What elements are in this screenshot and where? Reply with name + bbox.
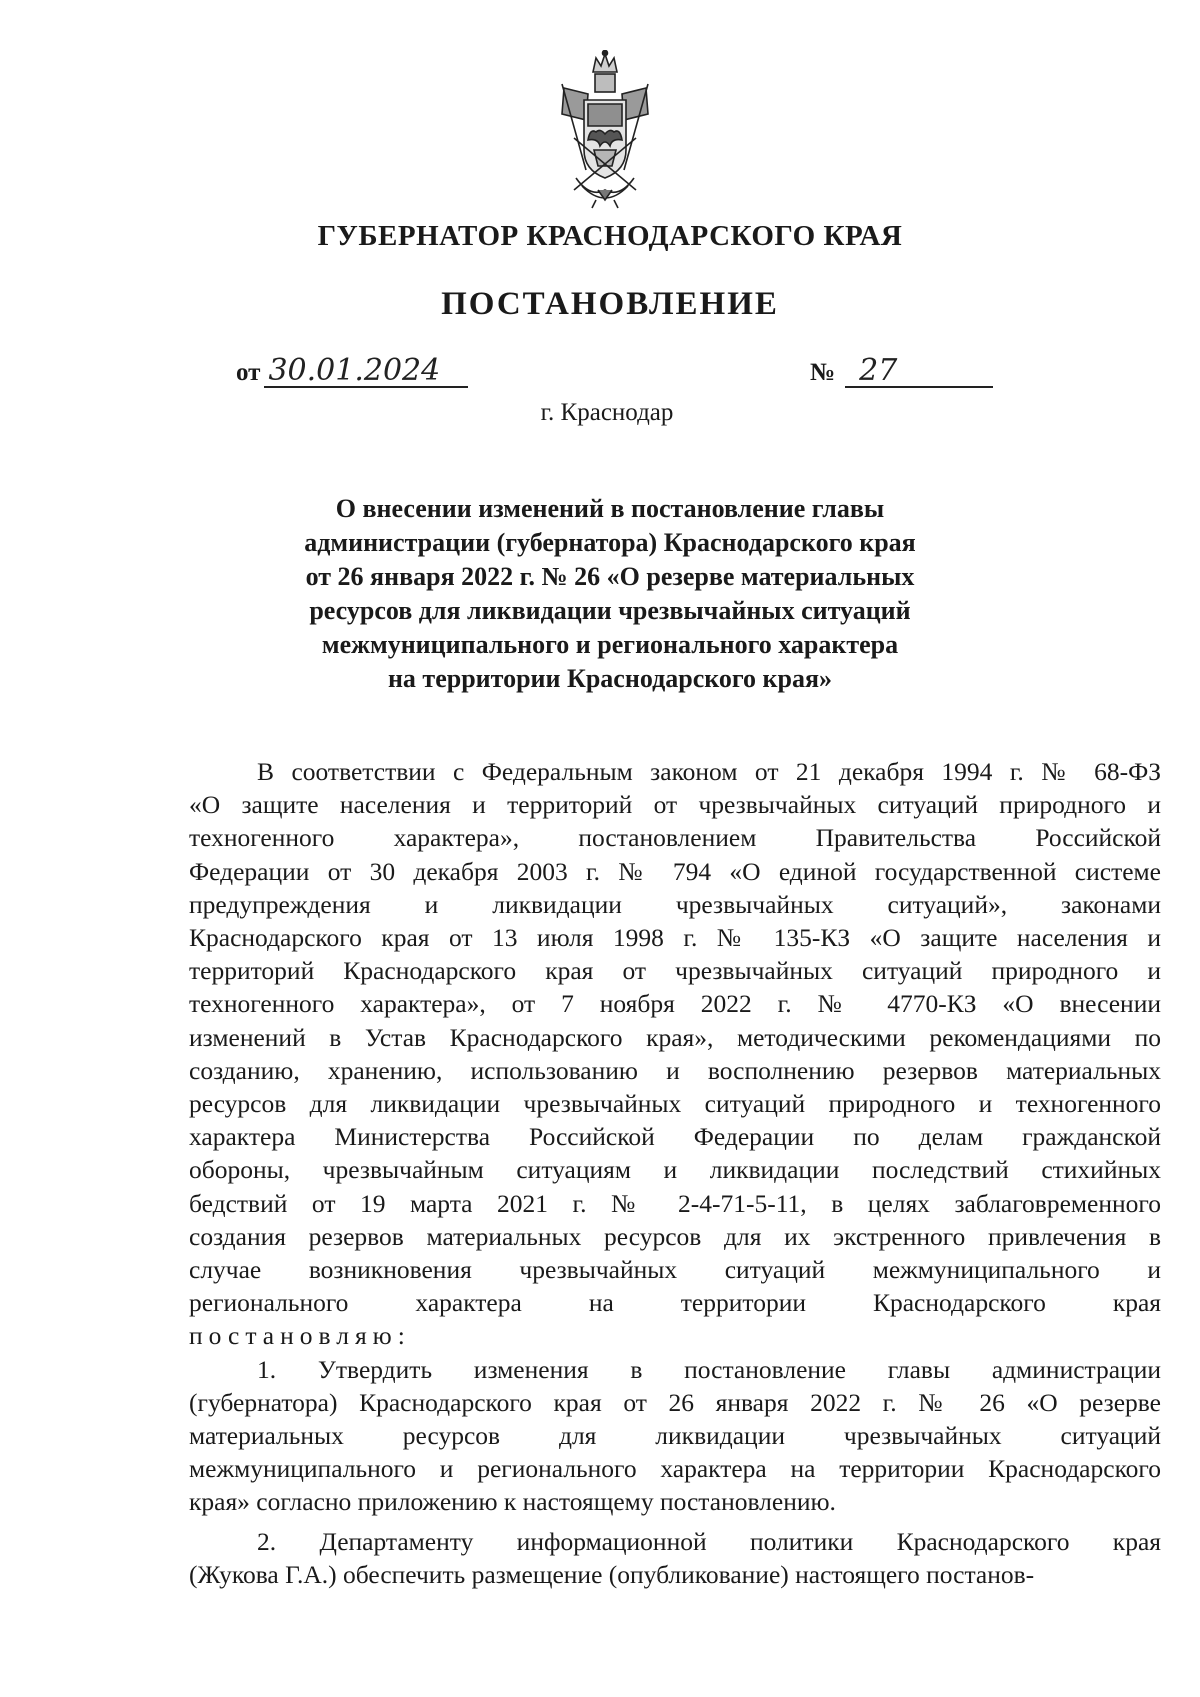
decree-word: постановляю:	[189, 1321, 411, 1351]
body-line: техногенного характера», постановлением Правительства Российской	[189, 823, 1161, 853]
document-title	[200, 492, 1020, 696]
body-line: изменений в Устав Краснодарского края», методическими рекомендациями по	[189, 1022, 1161, 1052]
body-line: ресурсов для ликвидации чрезвычайных ситуаций природного и техногенного	[189, 1089, 1161, 1119]
coat-of-arms-emblem	[546, 50, 664, 210]
title-line: от 26 января 2022 г. № 26 «О резерве материальных	[305, 562, 915, 591]
document-number	[810, 353, 993, 388]
issuing-authority: ГУБЕРНАТОР КРАСНОДАРСКОГО КРАЯ	[317, 220, 903, 252]
number-prefix: №	[810, 359, 836, 386]
body-line: характера Министерства Российской Федерации по делам гражданской	[189, 1122, 1161, 1152]
title-line: на территории Краснодарского края»	[387, 664, 833, 693]
document-type: ПОСТАНОВЛЕНИЕ	[441, 286, 779, 322]
body-line: В соответствии с Федеральным законом от 21 декабря 1994 г. № 68-ФЗ	[257, 757, 1161, 786]
number-value: 27	[845, 356, 993, 388]
item-1-line: 1. Утвердить изменения в постановление главы администрации	[257, 1354, 1161, 1384]
body-line: территорий Краснодарского края от чрезвычайных ситуаций природного и	[189, 956, 1161, 986]
body-line: техногенного характера», от 7 ноября 2022 г. № 4770-КЗ «О внесении	[189, 989, 1161, 1019]
item-1-line: (губернатора) Краснодарского края от 26 января 2022 г. № 26 «О резерве	[189, 1387, 1161, 1417]
title-line: администрации (губернатора) Краснодарского края	[304, 528, 916, 557]
item-1-line: материальных ресурсов для ликвидации чрезвычайных ситуаций	[189, 1421, 1161, 1451]
body-line: создания резервов материальных ресурсов для их экстренного привлечения в	[189, 1221, 1161, 1251]
item-1-line: края» согласно приложению к настоящему постановлению.	[189, 1487, 836, 1517]
document-date	[236, 353, 468, 388]
item-2-line: (Жукова Г.А.) обеспечить размещение (опубликование) настоящего постанов-	[189, 1559, 1035, 1589]
issuing-city: г. Краснодар	[540, 399, 674, 426]
body-line: Федерации от 30 декабря 2003 г. № 794 «О единой государственной системе	[189, 856, 1161, 886]
title-line: О внесении изменений в постановление главы	[335, 494, 885, 523]
item-1-line: межмуниципального и регионального характера на территории Краснодарского	[189, 1454, 1161, 1484]
body-line: обороны, чрезвычайным ситуациям и ликвидации последствий стихийных	[189, 1155, 1161, 1185]
body-line: бедствий от 19 марта 2021 г. № 2-4-71-5-11, в целях заблаговременного	[189, 1188, 1161, 1218]
body-line: созданию, хранению, использованию и восполнению резервов материальных	[189, 1055, 1161, 1085]
body-line: «О защите населения и территорий от чрезвычайных ситуаций природного и	[189, 790, 1161, 820]
body-line: Краснодарского края от 13 июля 1998 г. № 135-КЗ «О защите населения и	[189, 923, 1161, 953]
body-line: случае возникновения чрезвычайных ситуаций межмуниципального и	[189, 1255, 1161, 1285]
body-line: регионального характера на территории Краснодарского края	[189, 1288, 1161, 1318]
title-line: ресурсов для ликвидации чрезвычайных ситуаций	[309, 596, 911, 625]
date-prefix: от	[236, 359, 261, 386]
item-2-line: 2. Департаменту информационной политики Краснодарского края	[257, 1526, 1161, 1556]
body-line: предупреждения и ликвидации чрезвычайных ситуаций», законами	[189, 889, 1161, 919]
title-line: межмуниципального и регионального характера	[321, 630, 899, 659]
date-value: 30.01.2024	[264, 356, 468, 388]
document-body	[189, 755, 1161, 1591]
